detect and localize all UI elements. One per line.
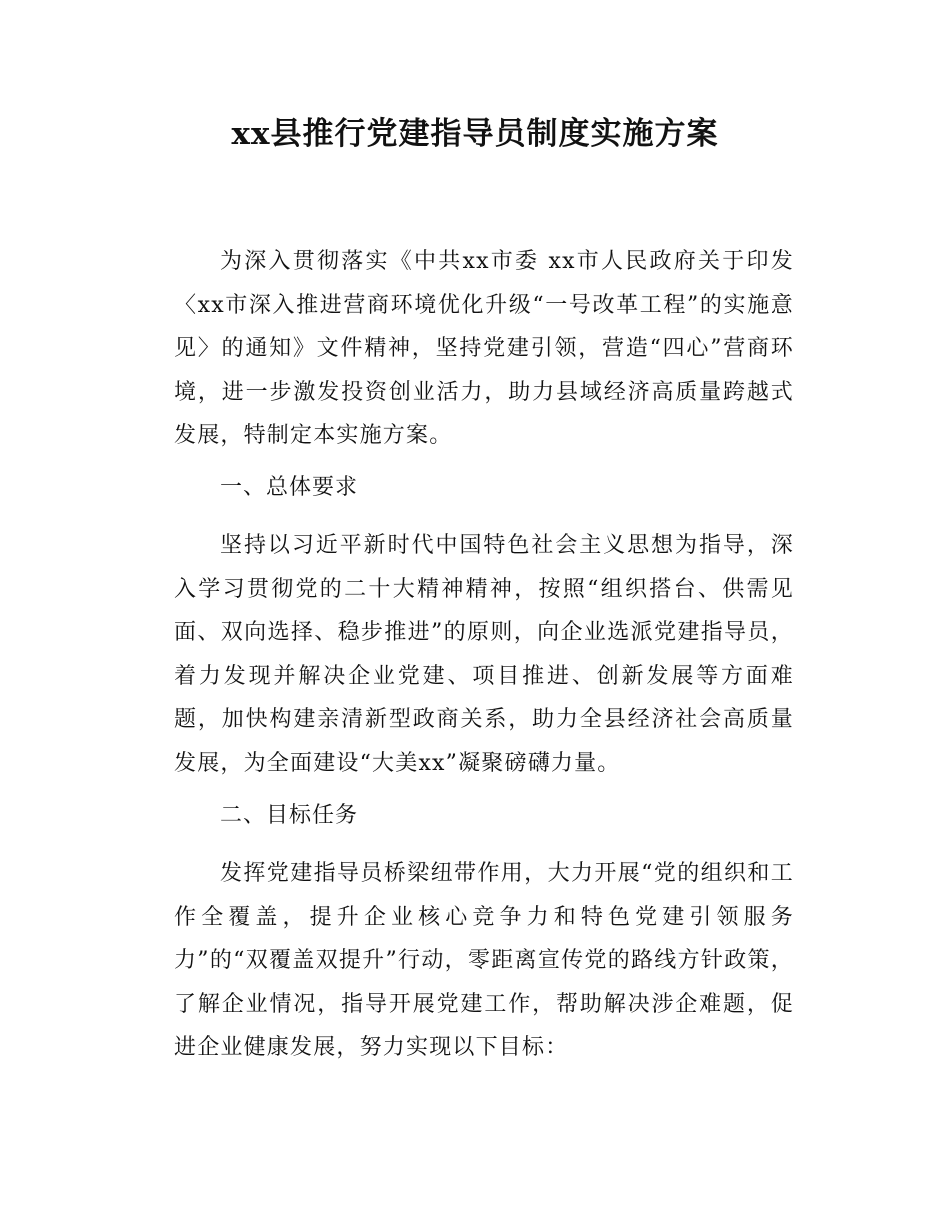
document-title: xx县推行党建指导员制度实施方案 [231, 116, 719, 152]
section-paragraph-goals-tasks: 发挥党建指导员桥梁纽带作用，大力开展“党的组织和工作全覆盖，提升企业核心竞争力和特色党建引领服务力”的“双覆盖双提升”行动，零距离宣传党的路线方针政策，了解企业情况，指导开展党建工作，帮助解决涉企难题，促进企业健康发展，努力实现以下目标： [174, 861, 794, 1060]
section-paragraph-general-requirements: 坚持以习近平新时代中国特色社会主义思想为指导，深入学习贯彻党的二十大精神精神，按照“组织搭台、供需见面、双向选择、稳步推进”的原则，向企业选派党建指导员，着力发现并解决企业党建、项目推进、创新发展等方面难题，加快构建亲清新型政商关系，助力全县经济社会高质量发展，为全面建设“大美xx”凝聚磅礴力量。 [174, 533, 794, 776]
section-heading-goals-tasks: 二、目标任务 [220, 803, 359, 828]
section-heading-general-requirements: 一、总体要求 [220, 475, 359, 500]
intro-paragraph: 为深入贯彻落实《中共xx市委 xx市人民政府关于印发〈xx市深入推进营商环境优化升级“一号改革工程”的实施意见〉的通知》文件精神，坚持党建引领，营造“四心”营商环境，进一步激发投资创业活力，助力县域经济高质量跨越式发展，特制定本实施方案。 [174, 249, 794, 448]
